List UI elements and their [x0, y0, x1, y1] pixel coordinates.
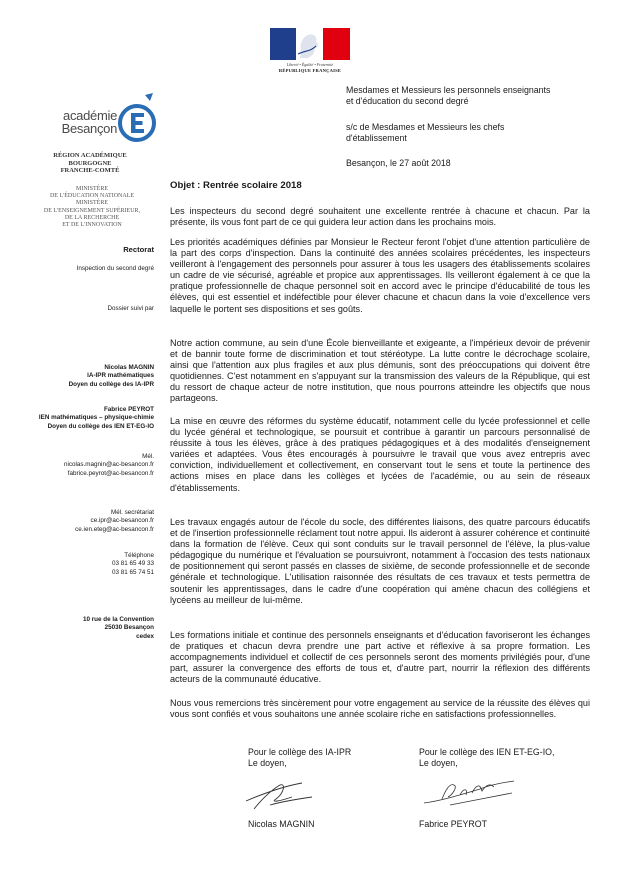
paragraph-text: Les inspecteurs du second degré souhaitent une excellente rentrée à chacune et chacun. Par la présente, ils vous font part de ce qui guidera leur action dans les prochains mois. [170, 206, 590, 228]
paragraph-text: Notre action commune, au sein d'une École bienveillante et exigeante, a l'impérieux devoir de prévenir et de bannir toute forme de discrimination et tout stéréotype. La lutte contre le décrochage scolaire, ainsi que l'attention aux plus fragiles et aux plus démunis, sont des préoccupations qui doivent être quotidiennes. C'est notamment en s'appuyant sur la transmission des valeurs de la République, qui est du ressort de chaque acteur de notre institution, que nous pourrons atteindre les objectifs que nous partageons. [170, 338, 590, 404]
person2-role: Doyen du collège des IEN ET-EG-IO [47, 422, 154, 430]
paragraph-text: Nous vous remercions très sincèrement pour votre engagement au service de la réussite des élèves qui vous sont confiés et vous souhaitons une année scolaire riche en satisfactions professionnelles. [170, 698, 590, 720]
address-line: 25030 Besançon [104, 624, 154, 632]
sc-line: s/c de Mesdames et Messieurs les chefs [346, 122, 505, 132]
region-line: FRANCHE-COMTÉ [60, 167, 120, 175]
recipients [346, 85, 606, 108]
ministere-block [28, 186, 156, 229]
signature-peyrot-icon [420, 775, 520, 811]
signature-line: Le doyen, [419, 758, 458, 769]
mel-block [0, 453, 154, 478]
person2-name: Fabrice PEYROT [103, 406, 154, 413]
recipients-line: Mesdames et Messieurs les personnels enseignants [346, 85, 551, 95]
ministere-line: DE L'ENSEIGNEMENT SUPÉRIEUR, [43, 207, 141, 214]
flag-white [296, 28, 323, 60]
republic-motto: Liberté • Égalité • Fraternité [286, 62, 334, 67]
signature-line: Le doyen, [248, 758, 287, 769]
contact-magnin [0, 364, 154, 389]
paragraph-text: Les formations initiale et continue des personnels enseignants et d'éducation favoriseront les échanges de pratiques et chacun devra prendre une part active et réflexive à sa propre formation. Les accompagnements individuel et collectif de ces personnels seront des moments privilégiés pour, d'une part, assurer la convergence des efforts de tous et, d'autre part, nourrir la réflexion des différents acteurs de la communauté éducative. [170, 630, 590, 685]
person1-name: Nicolas MAGNIN [104, 364, 154, 371]
flag-blue [270, 28, 296, 60]
signature-left-intro [248, 747, 351, 770]
signature-line: Pour le collège des IA-IPR [248, 747, 352, 757]
paragraph-text: Les travaux engagés autour de l'école du socle, des différentes liaisons, des quatre parcours éducatifs et de l'insertion professionnelle réclament tout notre appui. Ils aideront à assurer cohérence et continuité dans la formation de l'élève. Ceux qui sont conduits sur le travail personnel de l'élève, la plus-value pédagogique du numérique et l'évaluation se poursuivront, notamment à l'occasion des tests nationaux de positionnement qui seront passés en classes de sixième, de seconde professionnelle et de seconde générale et technologique. L'utilisation raisonnée des résultats de ces travaux et tests permettra de soutenir les apprentissages, dans le cadre d'une coopération qui amène chacun des collégiens et lycéens au meilleur de lui-même. [170, 517, 590, 605]
address-line: cedex [136, 632, 154, 640]
ministere-line: DE L'ÉDUCATION NATIONALE [49, 193, 135, 200]
person2-role: IEN mathématiques – physique-chimie [38, 414, 154, 422]
republique-francaise: RÉPUBLIQUE FRANÇAISE [278, 68, 342, 73]
signature-left-name: Nicolas MAGNIN [248, 819, 315, 829]
mel-label: Mél. [142, 453, 154, 460]
contact-peyrot [0, 406, 154, 431]
letter-date: Besançon, le 27 août 2018 [346, 158, 451, 168]
mel-secretariat-block [0, 509, 154, 534]
mel-address[interactable]: fabrice.peyrot@ac-besancon.fr [67, 469, 154, 477]
logo-line-besancon: Besançon [61, 121, 117, 136]
paragraph-text: La mise en œuvre des réformes du système éducatif, notamment celle du lycée professionnel et celle du lycée général et technologique, se poursuit et contribue à garantir un parcours personnalisé de réussite à tous les élèves, grâce à des pratiques pédagogiques et à des modalités d'enseignement variées et adaptées. Vous êtes encouragés à poursuivre le travail que vous avez entrepris avec conviction, individuellement et collectivement, en conservant tout le sens et toute la pertinence des actions mises en place dans les collèges et lycées de l'académie, ou au sein de réseaux d'établissements. [170, 416, 590, 493]
paragraph-5 [170, 517, 590, 606]
ministere-line: MINISTÈRE [76, 186, 108, 192]
logo-line-academie: académie [63, 108, 117, 123]
person1-role: IA-IPR mathématiques [87, 372, 154, 380]
region-line: BOURGOGNE [68, 159, 112, 167]
paragraph-4 [170, 416, 590, 494]
telephone-label: Téléphone [124, 552, 154, 559]
signature-line: Pour le collège des IEN ET-EG-IO, [419, 747, 555, 757]
recipients-line: et d'éducation du second degré [346, 96, 469, 107]
paragraph-3 [170, 338, 590, 405]
signature-right-name: Fabrice PEYROT [419, 819, 487, 829]
paragraph-text: Les priorités académiques définies par Monsieur le Recteur feront l'objet d'une attention particulière de la part des corps d'inspection. Dans la continuité des années scolaires précédentes, les inspecteurs veilleront à l'engagement des personnels pour assurer à tous les usagers des établissements scolaires un cadre de vie sécurisé, agréable et propice aux apprentissages. Ils veilleront également à ce que la pratique professionnelle de chaque personnel soit en accord avec le principe d'éducabilité de tous les élèves, qui est essentiel et indéfectible pour élever chacune et chacun dans la voie d'excellence vers laquelle le portent ses dispositions et ses goûts. [170, 237, 590, 314]
region-line: RÉGION ACADÉMIQUE [53, 152, 127, 159]
inspection-label: Inspection du second degré [76, 265, 154, 272]
address-line: 10 rue de la Convention [82, 616, 154, 623]
marianne-logo [270, 28, 350, 78]
paragraph-7 [170, 698, 590, 720]
mel-address[interactable]: ce.ien.eteg@ac-besancon.fr [75, 525, 154, 533]
telephone-block [0, 552, 154, 577]
person1-role: Doyen du collège des IA-IPR [68, 380, 154, 388]
academie-e-icon [117, 93, 157, 143]
paragraph-6 [170, 630, 590, 685]
signature-right-intro [419, 747, 554, 770]
rectorat-label: Rectorat [123, 245, 154, 254]
ministere-line: DE LA RECHERCHE [64, 214, 120, 221]
sous-couvert [346, 122, 606, 145]
sc-line: d'établissement [346, 133, 407, 144]
telephone-number: 03 81 65 74 51 [111, 568, 154, 576]
region-academique [50, 152, 130, 175]
ministere-line: ET DE L'INNOVATION [62, 222, 122, 229]
flag-red [323, 28, 350, 60]
address-block [0, 616, 154, 641]
academie-besancon-logo [61, 93, 157, 143]
paragraph-1 [170, 206, 590, 228]
letter-subject: Objet : Rentrée scolaire 2018 [170, 180, 302, 191]
signature-magnin-icon [240, 775, 330, 813]
dossier-suivi-label: Dossier suivi par [107, 305, 154, 312]
ministere-line: MINISTÈRE [76, 200, 108, 207]
mel-address[interactable]: ce.ipr@ac-besancon.fr [90, 517, 154, 525]
telephone-number: 03 81 65 49 33 [111, 560, 154, 568]
mel-secretariat-label: Mél. secrétariat [110, 509, 154, 516]
mel-address[interactable]: nicolas.magnin@ac-besancon.fr [63, 461, 154, 469]
paragraph-2 [170, 237, 590, 315]
